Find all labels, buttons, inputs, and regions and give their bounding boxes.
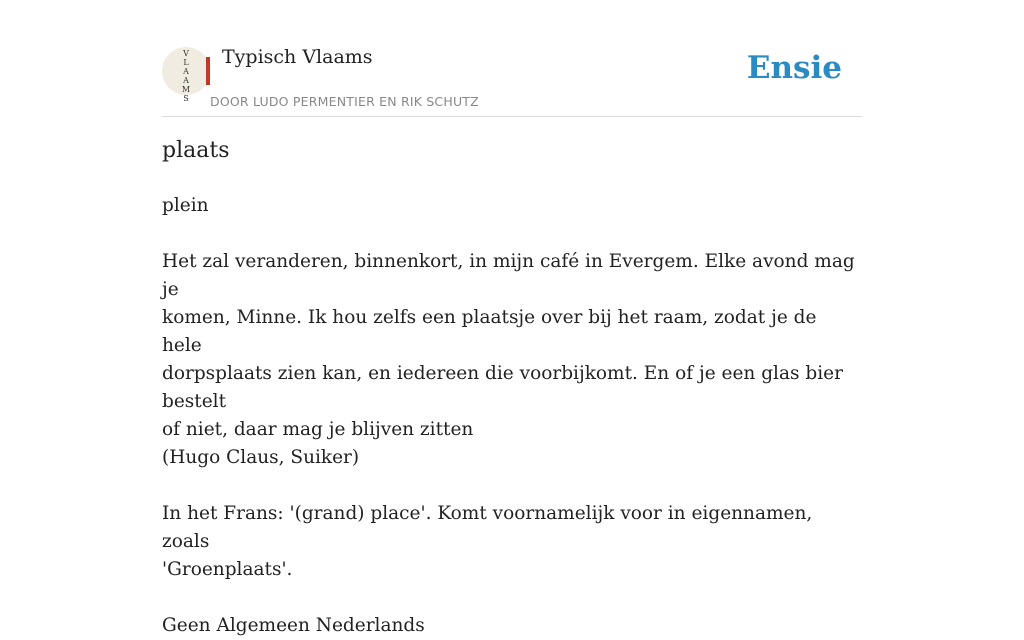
entry-term: plaats <box>162 138 230 163</box>
spacer <box>162 472 862 500</box>
cover-letters: V L A A M S <box>181 49 191 103</box>
page-header <box>162 44 862 117</box>
entry-definition: plein <box>162 195 209 216</box>
register-note: Geen Algemeen Nederlands <box>162 615 425 636</box>
quote-line: of niet, daar mag je blijven zitten <box>162 419 474 440</box>
note-line: In het Frans: '(grand) place'. Komt voornamelijk voor in eigennamen, zoals <box>162 503 813 552</box>
book-cover-avatar[interactable] <box>162 47 210 103</box>
ensie-logo-link[interactable]: Ensie <box>746 50 842 86</box>
note-line: 'Groenplaats'. <box>162 559 293 580</box>
cover-stripe <box>206 57 210 85</box>
book-authors: DOOR LUDO PERMENTIER EN RIK SCHUTZ <box>210 94 479 109</box>
quote-source: (Hugo Claus, Suiker) <box>162 447 360 468</box>
quote-line: komen, Minne. Ik hou zelfs een plaatsje over bij het raam, zodat je de hele <box>162 307 817 356</box>
spacer <box>162 584 862 612</box>
quote-line: dorpsplaats zien kan, en iedereen die voorbijkomt. En of je een glas bier bestelt <box>162 363 843 412</box>
entry-content <box>162 192 862 640</box>
spacer <box>162 220 862 248</box>
quote-line: Het zal veranderen, binnenkort, in mijn café in Evergem. Elke avond mag je <box>162 251 855 300</box>
book-title[interactable]: Typisch Vlaams <box>222 46 373 68</box>
